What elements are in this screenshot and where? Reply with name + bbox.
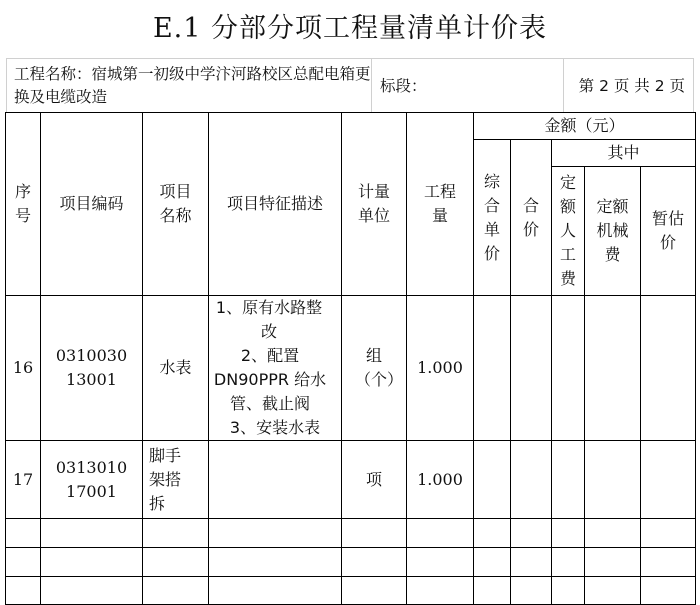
cell-unit-price: [474, 441, 511, 519]
empty-cell: [41, 548, 143, 577]
header-name: [143, 113, 209, 296]
empty-cell: [585, 577, 641, 605]
empty-cell: [552, 519, 585, 548]
header-quantity: [407, 113, 474, 296]
cell-code: [41, 441, 143, 519]
empty-cell: [342, 548, 407, 577]
header-code: 项目编码: [41, 113, 143, 296]
cell-provisional: [641, 441, 696, 519]
header-seq: 序号: [6, 113, 41, 296]
empty-cell: [641, 548, 696, 577]
empty-cell: [6, 548, 41, 577]
cell-code-text: 031003013001: [55, 346, 128, 389]
table-row: [6, 441, 696, 519]
cell-unit-text: 组（个）: [355, 346, 404, 389]
header-machine: [585, 167, 641, 296]
empty-cell: [407, 548, 474, 577]
header-total-text: 合价: [522, 195, 539, 239]
feature-line: 2、配置 DN90PPR 给水管、截止阀: [213, 346, 327, 413]
empty-cell: [585, 548, 641, 577]
cell-machine: [585, 441, 641, 519]
header-unit-price-text: 综合单价: [483, 171, 500, 263]
empty-row: [6, 519, 696, 548]
empty-cell: [342, 519, 407, 548]
cell-features: [209, 441, 342, 519]
page-title: E.1 分部分项工程量清单计价表: [152, 13, 548, 44]
empty-cell: [209, 548, 342, 577]
header-provisional-text: 暂估价: [651, 209, 684, 252]
cell-seq: 17: [6, 441, 41, 519]
header-machine-text: 定额机械费: [596, 197, 629, 264]
header-name-text: 项目名称: [159, 182, 192, 225]
header-provisional: [641, 167, 696, 296]
table-row: [6, 296, 696, 441]
header-amount: 金额（元）: [474, 113, 696, 140]
project-name: 工程名称：宿城第一初级中学汴河路校区总配电箱更换及电缆改造: [14, 65, 371, 106]
cell-unit: [342, 296, 407, 441]
feature-line: 1、原有水路整改: [215, 298, 323, 341]
cell-provisional: [641, 296, 696, 441]
empty-cell: [552, 577, 585, 605]
cell-machine: [585, 296, 641, 441]
cell-unit-price: [474, 296, 511, 441]
project-info-row: [6, 58, 694, 112]
empty-cell: [474, 548, 511, 577]
cell-code: [41, 296, 143, 441]
empty-cell: [511, 519, 552, 548]
empty-cell: [641, 519, 696, 548]
cell-name: 水表: [143, 296, 209, 441]
header-total: [511, 140, 552, 296]
empty-cell: [511, 548, 552, 577]
header-labor-text: 定额人工费: [559, 173, 576, 288]
info-divider: [563, 59, 564, 113]
cell-total: [511, 441, 552, 519]
empty-cell: [209, 519, 342, 548]
cell-labor: [552, 441, 585, 519]
cell-name-text: 脚手架搭拆: [149, 445, 182, 513]
empty-cell: [474, 577, 511, 605]
cell-quantity: 1.000: [407, 296, 474, 441]
header-labor: [552, 167, 585, 296]
empty-cell: [342, 577, 407, 605]
empty-cell: [6, 519, 41, 548]
empty-cell: [6, 577, 41, 605]
section-label: 标段：: [380, 77, 427, 95]
feature-line: 3、安装水表: [229, 418, 321, 437]
header-unit-price: [474, 140, 511, 296]
cell-quantity: 1.000: [407, 441, 474, 519]
empty-cell: [407, 519, 474, 548]
cell-labor: [552, 296, 585, 441]
empty-cell: [585, 519, 641, 548]
boq-table: [5, 112, 696, 605]
empty-cell: [143, 548, 209, 577]
cell-unit: 项: [342, 441, 407, 519]
empty-cell: [209, 577, 342, 605]
header-among: 其中: [552, 140, 696, 167]
empty-cell: [474, 519, 511, 548]
empty-cell: [143, 577, 209, 605]
empty-cell: [41, 577, 143, 605]
page-number: 第 2 页 共 2 页: [578, 77, 685, 95]
cell-code-text: 031301017001: [55, 457, 128, 501]
empty-cell: [552, 548, 585, 577]
header-unit: [342, 113, 407, 296]
empty-cell: [511, 577, 552, 605]
empty-row: [6, 548, 696, 577]
empty-cell: [143, 519, 209, 548]
empty-cell: [641, 577, 696, 605]
header-quantity-text: 工程量: [423, 182, 456, 225]
cell-name: [143, 441, 209, 519]
header-features: 项目特征描述: [209, 113, 342, 296]
cell-total: [511, 296, 552, 441]
header-unit-text: 计量单位: [357, 182, 390, 225]
info-divider: [371, 59, 372, 113]
cell-seq: 16: [6, 296, 41, 441]
cell-features: [209, 296, 342, 441]
empty-cell: [407, 577, 474, 605]
empty-cell: [41, 519, 143, 548]
empty-row: [6, 577, 696, 605]
